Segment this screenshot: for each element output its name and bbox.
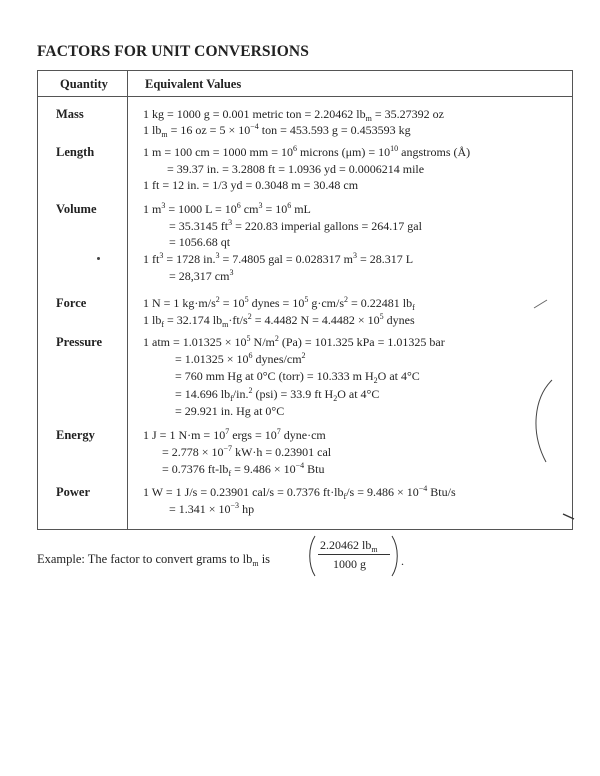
stray-tick — [563, 514, 574, 519]
example-text: Example: The factor to convert grams to $lb_m$ is — [37, 552, 271, 568]
pressure-line: = 29.921 in. Hg at 0°C — [175, 404, 285, 418]
right-paren-icon — [390, 535, 400, 577]
energy-line: 1 J = 1 $N\cdot m = 10^7$ ergs = $10^7$ dyne·cm — [143, 427, 326, 442]
quantity-length: Length — [56, 145, 95, 159]
fraction-period: . — [401, 554, 404, 568]
stray-curve — [536, 380, 552, 462]
power-line: 1 W = 1 J/s = 0.23901 cal/s = 0.7376 $ft\cdot lb_f/s = 9.486 \times 10^{-4}$ Btu/s — [143, 484, 456, 501]
mass-line: 1 $lb_m = 16$ oz = $5 \times 10^{-4}$ ton = 453.593 g = 0.453593 kg — [143, 122, 411, 139]
stray-stroke — [534, 300, 547, 308]
fraction-numerator: 2.20462 $lb_m$ — [320, 538, 378, 554]
power-line: = $1.341 \times 10^{-3}$ hp — [169, 501, 255, 516]
energy-line: = $2.778 \times 10^{-7}$ kW·h = 0.23901 cal — [162, 444, 332, 459]
pressure-line: = 760 mm Hg at 0°C (torr) = 10.333 m $H_2O$ at 4°C — [175, 369, 420, 385]
quantity-mass: Mass — [56, 107, 84, 121]
length-line: 1 m = 100 cm = 1000 mm = $10^6$ microns $(\mu m) = 10^{10}$ angstroms (Å) — [143, 144, 471, 159]
volume-line: = 28,317 $cm^3$ — [169, 268, 234, 283]
length-line: 1 ft = 12 in. = 1/3 yd = 0.3048 m = 30.48 cm — [143, 178, 359, 192]
fraction-bar — [318, 554, 390, 555]
length-line: = 39.37 in. = 3.2808 ft = 1.0936 yd = 0.0006214 mile — [167, 162, 425, 176]
header-quantity: Quantity — [60, 77, 108, 91]
quantity-power: Power — [56, 485, 91, 499]
force-line: 1 N = 1 $kg\cdot m/s^2 = 10^5$ dynes = $10^5$ $g\cdot cm/s^2 = 0.22481$ $lb_f$ — [143, 295, 415, 312]
energy-line: = 0.7376 $ft-lb_f = 9.486 \times 10^{-4}$ Btu — [162, 461, 325, 478]
header-equivalent-values: Equivalent Values — [145, 77, 242, 91]
pressure-line: = 14.696 $lb_f/in.^2$ (psi) = 33.9 ft $H_2O$ at 4°C — [175, 386, 380, 403]
volume-line: 1 $m^3 = 1000$ $L = 10^6$ $cm^3 = 10^6$ mL — [143, 201, 311, 216]
quantity-force: Force — [56, 296, 87, 310]
quantity-pressure: Pressure — [56, 335, 103, 349]
quantity-volume: Volume — [56, 202, 97, 216]
page-title: FACTORS FOR UNIT CONVERSIONS — [37, 43, 309, 60]
volume-line: = 1056.68 qt — [169, 235, 231, 249]
volume-line: 1 $ft^3 = 1728$ in.$^3$ = 7.4805 gal = 0.028317 $m^3 = 28.317$ L — [143, 251, 414, 266]
pressure-line: 1 atm = $1.01325 \times 10^5$ $N/m^2$ (Pa) = 101.325 kPa = 1.01325 bar — [143, 334, 445, 349]
mass-line: 1 kg = 1000 g = 0.001 metric ton = 2.20462 $lb_m = 35.27392$ oz — [143, 107, 444, 123]
fraction-denominator: 1000 g — [333, 557, 366, 571]
pressure-line: = $1.01325 \times 10^6$ dynes/$cm^2$ — [175, 351, 306, 366]
left-paren-icon — [307, 535, 317, 577]
volume-line: = 35.3145 $ft^3 = 220.83$ imperial gallons = 264.17 gal — [169, 218, 422, 233]
quantity-energy: Energy — [56, 428, 95, 442]
force-line: 1 $lb_f = 32.174$ $lb_m\cdot ft/s^2 = 4.4482$ $N = 4.4482 \times 10^5$ dynes — [143, 312, 415, 329]
